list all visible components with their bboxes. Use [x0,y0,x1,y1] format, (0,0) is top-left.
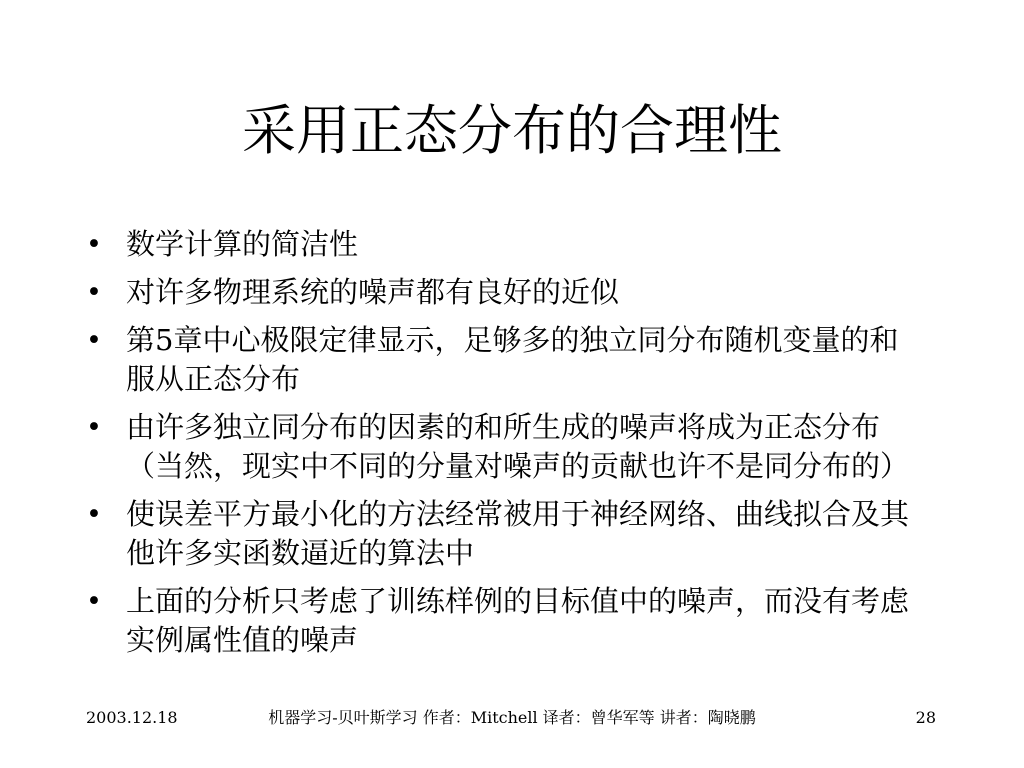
bullet-icon: • [86,277,102,308]
bullet-icon: • [86,499,102,530]
footer-course-info: 机器学习-贝叶斯学习 作者：Mitchell 译者：曾华军等 讲者：陶晓鹏 [268,708,756,727]
bullet-text: 上面的分析只考虑了训练样例的目标值中的噪声，而没有考虑实例属性值的噪声 [126,584,910,657]
bullet-icon: • [86,325,102,356]
bullet-item [84,225,924,264]
bullet-item [84,273,924,312]
bullet-item [84,408,924,486]
bullet-text: 第5章中心极限定律显示，足够多的独立同分布随机变量的和服从正态分布 [126,323,899,396]
bullet-icon: • [86,229,102,260]
bullet-icon: • [86,586,102,617]
bullet-icon: • [86,412,102,443]
bullet-text: 使误差平方最小化的方法经常被用于神经网络、曲线拟合及其他许多实函数逼近的算法中 [126,497,910,570]
slide-footer [0,706,1024,730]
bullet-text: 对许多物理系统的噪声都有良好的近似 [126,275,620,309]
bullet-item [84,582,924,660]
footer-date: 2003.12.18 [86,708,178,727]
bullet-text: 由许多独立同分布的因素的和所生成的噪声将成为正态分布（当然，现实中不同的分量对噪声的贡献也许不是同分布的） [126,410,910,483]
page-number: 28 [915,708,936,727]
bullet-list [84,225,924,669]
bullet-item [84,321,924,399]
bullet-item [84,495,924,573]
slide-title: 采用正态分布的合理性 [242,99,782,162]
bullet-text: 数学计算的简洁性 [126,227,359,261]
